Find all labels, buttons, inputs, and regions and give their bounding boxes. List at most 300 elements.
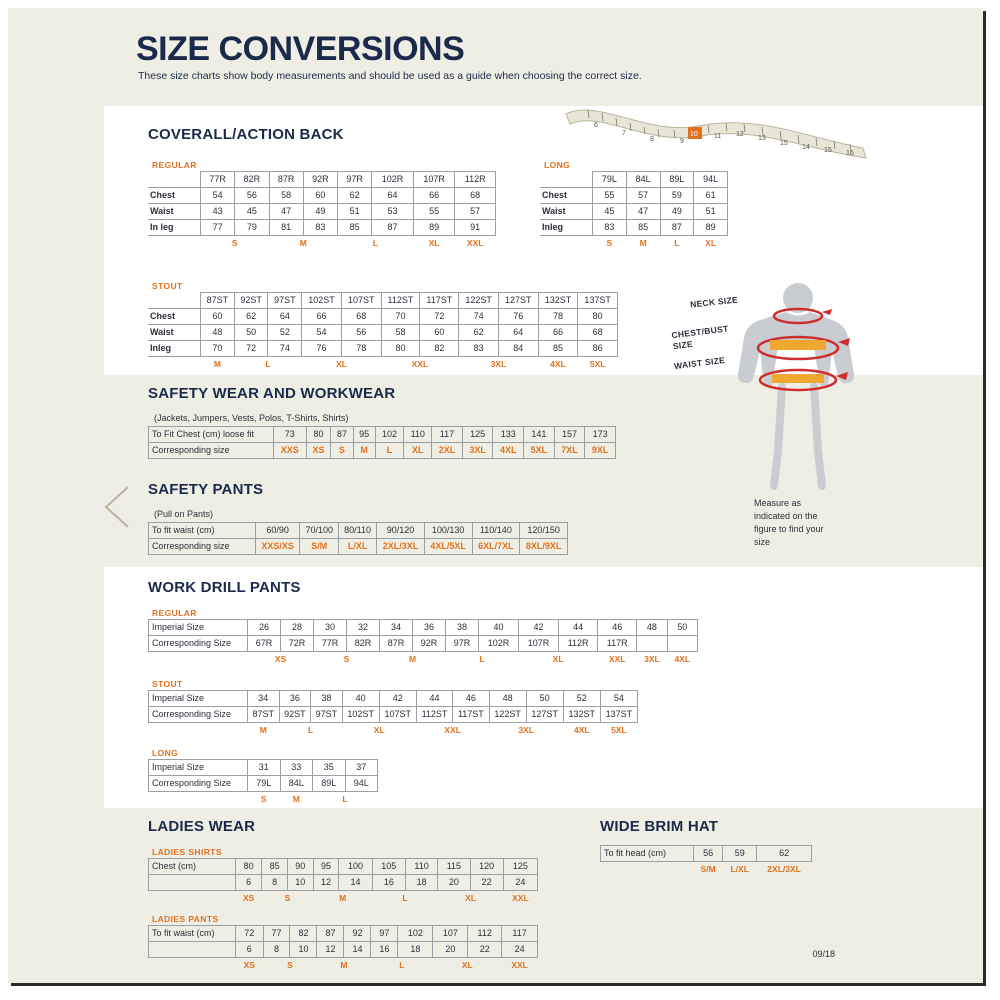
table-cell: 94L	[345, 776, 378, 792]
table-sizes-row	[148, 357, 618, 373]
table-cell: 58	[269, 188, 303, 204]
table-cell: XXL	[411, 359, 429, 369]
table-cell: XXS/XS	[256, 539, 300, 555]
table-row	[149, 636, 698, 652]
table-cell: 74	[268, 341, 302, 357]
note-safetypants: (Pull on Pants)	[154, 509, 214, 519]
table-cell: 84L	[280, 776, 313, 792]
table-cell: 74	[459, 309, 499, 325]
table-cell: L	[372, 238, 378, 248]
table-cell: 22	[470, 875, 503, 891]
table-cell: 84L	[626, 172, 660, 188]
table-cell: 64	[268, 309, 302, 325]
table-row	[148, 204, 496, 220]
table-cell: 80/110	[339, 523, 377, 539]
table-cell: 83	[593, 220, 627, 236]
table-cell: L	[307, 725, 314, 735]
table-cell: 34	[248, 691, 280, 707]
table-row	[601, 846, 812, 862]
table-cell: 127ST	[498, 293, 538, 309]
table-cell: 2XL	[432, 443, 463, 459]
table-cell: 20	[433, 942, 468, 958]
table-cell: 107R	[519, 636, 559, 652]
table-cell: 5XL	[589, 359, 606, 369]
section-title-ladies: LADIES WEAR	[148, 818, 256, 835]
table-cell: 64	[372, 188, 414, 204]
table-cell	[149, 792, 248, 808]
table-cell: 91	[455, 220, 496, 236]
table-cell: 31	[248, 760, 281, 776]
table-cell: 12	[317, 942, 344, 958]
table-cell: 137ST	[600, 707, 637, 723]
table-cell: 16	[372, 875, 405, 891]
table-cell: 94L	[694, 172, 728, 188]
table-cell: 56	[694, 846, 723, 862]
table-cell: 173	[585, 427, 616, 443]
table-row	[540, 188, 728, 204]
table-cell: 84	[498, 341, 538, 357]
table-cell: 79	[235, 220, 269, 236]
table-cell: S	[331, 443, 353, 459]
table-cell: 87R	[269, 172, 303, 188]
table-cell: XXL	[511, 960, 528, 970]
table-cell: 100/130	[424, 523, 472, 539]
table-cell: 87R	[380, 636, 413, 652]
figure-caption: Measure as indicated on the figure to find your size	[754, 498, 824, 547]
table-cell: 47	[626, 204, 660, 220]
table-cell: 33	[280, 760, 313, 776]
table-cell	[540, 236, 593, 252]
table-cell: 58	[381, 325, 420, 341]
table-cell: 97	[371, 926, 398, 942]
table-cell: 6XL/7XL	[472, 539, 520, 555]
table-cell: 112ST	[416, 707, 452, 723]
table-cell: 102R	[372, 172, 414, 188]
table-cell: 4XL	[493, 443, 524, 459]
table-cell: 3XL	[644, 654, 660, 664]
table-cell: XL	[461, 960, 473, 970]
table-row	[148, 325, 618, 341]
table-cell: 72R	[281, 636, 314, 652]
table-cell: M	[339, 893, 347, 903]
table-cell: 62	[234, 309, 268, 325]
table-cell: 24	[502, 942, 538, 958]
document-sheet	[8, 8, 983, 983]
table-cell: 45	[593, 204, 627, 220]
table-cell: 97ST	[268, 293, 302, 309]
table-cell: XL	[428, 238, 440, 248]
table-cell: Imperial Size	[149, 620, 248, 636]
table-cell: 89L	[660, 172, 694, 188]
table-row	[540, 204, 728, 220]
label-workdrill-long: LONG	[152, 748, 179, 758]
table-cell: 66	[538, 325, 578, 341]
table-cell: XXL	[512, 893, 529, 903]
table-coverall-long	[540, 171, 728, 251]
table-cell: 62	[757, 846, 812, 862]
table-row	[148, 220, 496, 236]
table-cell: M	[213, 359, 221, 369]
table-cell: 102	[375, 427, 404, 443]
table-cell: 6	[236, 942, 264, 958]
table-cell: 122ST	[489, 707, 526, 723]
table-cell: 102	[398, 926, 433, 942]
table-cell: M	[259, 725, 267, 735]
table-safetywear	[148, 426, 616, 459]
table-cell: 107ST	[341, 293, 381, 309]
table-row	[149, 539, 568, 555]
table-cell: 117ST	[453, 707, 489, 723]
table-cell	[149, 891, 236, 907]
table-cell: 44	[416, 691, 452, 707]
table-cell: 132ST	[563, 707, 600, 723]
table-cell: 117ST	[420, 293, 459, 309]
table-cell: 2XL/3XL	[377, 539, 425, 555]
svg-text:7: 7	[622, 130, 626, 137]
table-cell: 112ST	[381, 293, 420, 309]
table-cell: 89L	[313, 776, 346, 792]
table-cell: 112R	[455, 172, 496, 188]
table-cell: 60	[420, 325, 459, 341]
table-sizes-row	[149, 958, 538, 974]
table-cell: 81	[269, 220, 303, 236]
table-cell: S/M	[300, 539, 339, 555]
table-cell: 122ST	[459, 293, 499, 309]
table-cell: To fit waist (cm)	[149, 926, 236, 942]
table-cell: 87ST	[201, 293, 235, 309]
table-cell: 67R	[248, 636, 281, 652]
table-cell	[149, 652, 248, 668]
table-row	[149, 875, 538, 891]
table-cell: 132ST	[538, 293, 578, 309]
table-cell: XXL	[444, 725, 461, 735]
table-cell: 125	[503, 859, 537, 875]
page-title: SIZE CONVERSIONS	[136, 30, 465, 68]
page-subtitle: These size charts show body measurements and should be used as a guide when choosing the correct size.	[138, 70, 642, 82]
table-safetypants	[148, 522, 568, 555]
table-cell: 14	[344, 942, 371, 958]
table-cell: 51	[338, 204, 372, 220]
table-cell: 68	[578, 325, 618, 341]
table-cell: 89	[694, 220, 728, 236]
table-row	[149, 942, 538, 958]
table-cell: XXL	[608, 654, 626, 664]
label-ladies-pants: LADIES PANTS	[152, 914, 219, 924]
table-cell: 54	[302, 325, 342, 341]
table-row	[149, 691, 638, 707]
table-row	[148, 188, 496, 204]
table-cell: 68	[455, 188, 496, 204]
table-cell: 35	[313, 760, 346, 776]
table-row	[148, 341, 618, 357]
table-cell: 18	[398, 942, 433, 958]
table-workdrill-long	[148, 759, 378, 807]
section-title-workdrill: WORK DRILL PANTS	[148, 579, 301, 596]
svg-text:9: 9	[680, 138, 684, 145]
table-sizes-row	[149, 891, 538, 907]
table-cell: 48	[489, 691, 526, 707]
table-cell: 95	[313, 859, 339, 875]
table-cell: Chest	[540, 188, 593, 204]
table-cell: 157	[554, 427, 585, 443]
table-cell: M	[639, 238, 647, 248]
table-cell: 77	[263, 926, 290, 942]
table-cell: 56	[341, 325, 381, 341]
annotation-chest-size: CHEST/BUST SIZE	[670, 323, 730, 352]
table-cell: 83	[303, 220, 337, 236]
table-cell: Corresponding Size	[149, 707, 248, 723]
table-cell: Chest	[148, 309, 201, 325]
table-cell: 5XL	[524, 443, 555, 459]
table-cell: 87	[317, 926, 344, 942]
table-cell: To Fit Chest (cm) loose fit	[149, 427, 274, 443]
table-cell: 57	[626, 188, 660, 204]
table-cell: 16	[371, 942, 398, 958]
table-cell: Inleg	[148, 341, 201, 357]
table-workdrill-stout	[148, 690, 638, 738]
table-cell	[637, 636, 667, 652]
table-cell: Chest	[148, 188, 201, 204]
table-cell: XL	[465, 893, 476, 903]
table-cell: 51	[694, 204, 728, 220]
table-cell: XL	[404, 443, 432, 459]
table-cell: 133	[493, 427, 524, 443]
table-cell: 38	[311, 691, 343, 707]
table-ladies-shirts	[148, 858, 538, 906]
table-cell: 9XL	[585, 443, 616, 459]
table-cell: 10	[287, 875, 313, 891]
table-cell: 50	[234, 325, 268, 341]
table-cell: 79L	[593, 172, 627, 188]
table-cell: To fit head (cm)	[601, 846, 694, 862]
table-cell: 20	[438, 875, 470, 891]
table-sizes-row	[149, 792, 378, 808]
table-cell	[601, 862, 694, 878]
table-cell: 54	[201, 188, 235, 204]
table-cell	[148, 293, 201, 309]
table-cell: 66	[413, 188, 455, 204]
table-cell: 89	[413, 220, 455, 236]
table-cell: 32	[347, 620, 380, 636]
svg-text:15: 15	[824, 147, 832, 154]
table-cell: 110	[404, 427, 432, 443]
table-sizes-row	[540, 236, 728, 252]
table-cell: 92	[344, 926, 371, 942]
table-cell: 125	[462, 427, 493, 443]
table-cell: 79L	[248, 776, 281, 792]
body-figure-graphic	[708, 276, 888, 506]
table-cell: S	[606, 238, 613, 248]
table-cell: 92ST	[234, 293, 268, 309]
table-cell: 70	[201, 341, 235, 357]
table-row	[149, 707, 638, 723]
table-cell: 8	[263, 942, 290, 958]
table-cell: Waist	[148, 204, 201, 220]
table-header-row	[148, 172, 496, 188]
annotation-neck-size: NECK SIZE	[689, 294, 739, 310]
table-cell: 49	[660, 204, 694, 220]
table-cell: M	[299, 238, 307, 248]
table-cell: 3XL	[518, 725, 534, 735]
table-cell: 80	[306, 427, 331, 443]
table-cell: M	[408, 654, 417, 664]
table-cell: 4XL/5XL	[424, 539, 472, 555]
table-cell: 62	[338, 188, 372, 204]
table-sizes-row	[149, 652, 698, 668]
table-cell: 60/90	[256, 523, 300, 539]
table-cell: 2XL/3XL	[767, 864, 801, 874]
table-cell: 43	[201, 204, 235, 220]
table-sizes-row	[148, 236, 496, 252]
table-cell: 72	[234, 341, 268, 357]
table-cell: 3XL	[490, 359, 507, 369]
table-cell: 86	[578, 341, 618, 357]
table-cell: 110	[405, 859, 437, 875]
table-cell: In leg	[148, 220, 201, 236]
table-cell: 52	[563, 691, 600, 707]
footer-code: 09/18	[812, 949, 835, 959]
table-hat	[600, 845, 812, 877]
table-cell: 70	[381, 309, 420, 325]
table-cell: 54	[600, 691, 637, 707]
table-cell: 90/120	[377, 523, 425, 539]
table-cell: 62	[459, 325, 499, 341]
svg-text:14: 14	[802, 144, 810, 151]
table-cell: XL	[373, 725, 385, 735]
svg-text:6: 6	[594, 122, 598, 129]
table-cell: 117R	[598, 636, 637, 652]
table-cell: L	[479, 654, 485, 664]
table-cell: 141	[524, 427, 555, 443]
table-cell: 92ST	[279, 707, 311, 723]
table-cell: XS	[243, 960, 255, 970]
table-cell: 85	[338, 220, 372, 236]
table-cell: 78	[538, 309, 578, 325]
table-cell: 30	[314, 620, 347, 636]
table-cell: 87	[660, 220, 694, 236]
table-cell: 3XL	[462, 443, 493, 459]
table-cell	[149, 942, 236, 958]
table-cell: L	[342, 794, 348, 804]
table-row	[149, 427, 616, 443]
table-cell	[148, 357, 201, 373]
table-cell: Imperial Size	[149, 691, 248, 707]
table-cell: 66	[302, 309, 342, 325]
table-coverall-regular	[148, 171, 496, 251]
table-cell: 36	[279, 691, 311, 707]
table-cell	[149, 875, 236, 891]
table-cell: 34	[380, 620, 413, 636]
table-cell: 92R	[303, 172, 337, 188]
table-cell: 76	[302, 341, 342, 357]
table-cell: 55	[593, 188, 627, 204]
table-cell: 102R	[479, 636, 519, 652]
table-cell: 117	[502, 926, 538, 942]
table-cell: XS	[242, 893, 255, 903]
table-cell: 4XL	[674, 654, 691, 664]
table-cell: L	[402, 893, 408, 903]
table-cell: 127ST	[526, 707, 563, 723]
table-cell: 80	[381, 341, 420, 357]
table-row	[149, 760, 378, 776]
table-cell: 97R	[338, 172, 372, 188]
table-cell: L	[399, 960, 405, 970]
table-cell: Corresponding Size	[149, 636, 248, 652]
table-cell: 47	[269, 204, 303, 220]
table-cell: 82	[290, 926, 317, 942]
table-cell: 22	[468, 942, 502, 958]
table-cell: 83	[459, 341, 499, 357]
table-cell: 8	[262, 875, 288, 891]
table-cell: 85	[626, 220, 660, 236]
table-cell: 72	[236, 926, 264, 942]
table-cell: 76	[498, 309, 538, 325]
table-cell: 60	[303, 188, 337, 204]
label-coverall-stout: STOUT	[152, 281, 183, 291]
table-cell: 14	[339, 875, 372, 891]
table-cell: 120	[470, 859, 503, 875]
table-cell: 105	[372, 859, 405, 875]
table-cell: 97ST	[311, 707, 343, 723]
table-cell: 55	[413, 204, 455, 220]
table-cell: 26	[248, 620, 281, 636]
table-cell: 38	[446, 620, 479, 636]
table-cell: 97R	[446, 636, 479, 652]
table-cell: 73	[274, 427, 307, 443]
table-ladies-pants	[148, 925, 538, 973]
table-header-row	[540, 172, 728, 188]
table-cell: XL	[335, 359, 347, 369]
table-cell: 50	[526, 691, 563, 707]
table-cell: 48	[201, 325, 235, 341]
section-title-hat: WIDE BRIM HAT	[600, 818, 719, 835]
label-coverall-long: LONG	[544, 160, 571, 170]
table-cell	[148, 236, 201, 252]
label-workdrill-regular: REGULAR	[152, 608, 197, 618]
table-cell: To fit waist (cm)	[149, 523, 256, 539]
label-workdrill-stout: STOUT	[152, 679, 183, 689]
table-row	[540, 220, 728, 236]
svg-text:12: 12	[736, 131, 744, 138]
note-safetywear: (Jackets, Jumpers, Vests, Polos, T-Shirts, Shirts)	[154, 413, 349, 423]
table-cell: 87	[331, 427, 353, 443]
tape-measure-graphic	[558, 96, 878, 166]
section-title-coverall: COVERALL/ACTION BACK	[148, 126, 344, 143]
table-cell: 82R	[235, 172, 269, 188]
table-cell	[540, 172, 593, 188]
table-row	[149, 523, 568, 539]
table-cell: 10	[290, 942, 317, 958]
table-cell: 70/100	[300, 523, 339, 539]
table-cell: 77R	[201, 172, 235, 188]
table-cell: 82R	[347, 636, 380, 652]
table-cell: 18	[405, 875, 437, 891]
table-cell: Imperial Size	[149, 760, 248, 776]
table-cell: 102ST	[302, 293, 342, 309]
table-cell: Waist	[540, 204, 593, 220]
svg-text:11: 11	[714, 133, 722, 140]
table-cell: 92R	[413, 636, 446, 652]
table-cell: 7XL	[554, 443, 585, 459]
table-cell: S/M	[700, 864, 716, 874]
table-cell: 95	[353, 427, 375, 443]
table-cell: 60	[201, 309, 235, 325]
table-cell: L	[375, 443, 404, 459]
table-cell: 56	[235, 188, 269, 204]
table-cell: 100	[339, 859, 372, 875]
table-cell: 77	[201, 220, 235, 236]
table-cell: 4XL	[573, 725, 590, 735]
